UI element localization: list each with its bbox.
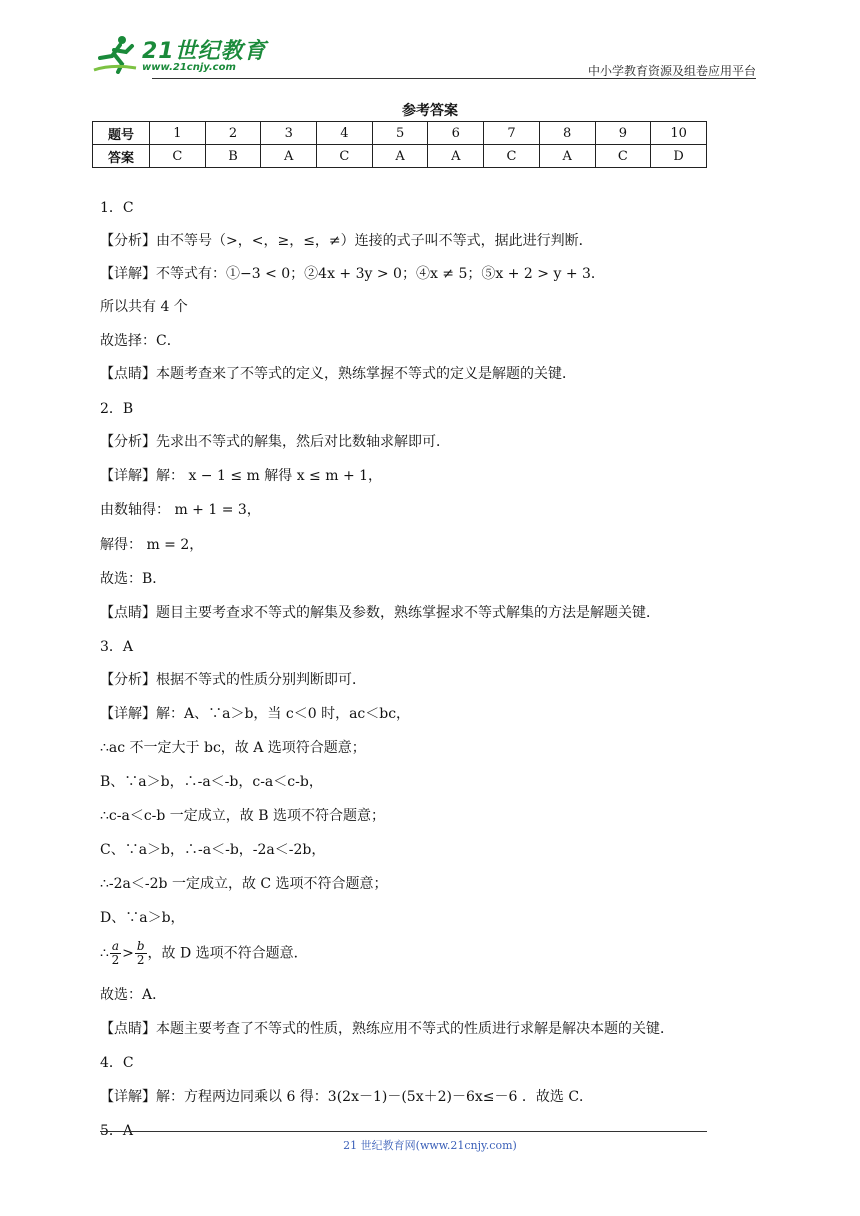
fraction-b-over-2 [135, 940, 147, 967]
q2-analysis: 【分析】先求出不等式的解集，然后对比数轴求解即可． [100, 434, 450, 450]
footer-divider [100, 1131, 707, 1132]
fraction-denominator: 2 [136, 953, 145, 967]
footer-text: 21 世纪教育网(www.21cnjy.com) [343, 1139, 517, 1152]
answer-title: 参考答案 [402, 103, 458, 119]
logo-text: 21世纪教育 [142, 39, 267, 64]
logo [92, 30, 272, 78]
answer-cell: C [484, 145, 540, 168]
fraction-a-over-2 [110, 940, 121, 967]
q1-count: 所以共有 4 个 [100, 299, 188, 315]
answer-cell: C [150, 145, 206, 168]
q5-heading: 5．A [100, 1123, 134, 1139]
question-number: 8 [539, 122, 595, 145]
question-number: 1 [150, 122, 206, 145]
header-platform-text: 中小学教育资源及组卷应用平台 [587, 64, 756, 78]
q3-comment: 【点睛】本题主要考查了不等式的性质，熟练应用不等式的性质进行求解是解决本题的关键． [100, 1021, 674, 1037]
page-header [92, 30, 756, 80]
logo-url: www.21cnjy.com [142, 62, 236, 73]
answer-cell: A [539, 145, 595, 168]
relation-symbol: > [122, 945, 134, 962]
fraction-denominator: 2 [111, 953, 120, 967]
q3-detail-b: B、∵a＞b，∴-a＜-b，c-a＜c-b， [100, 774, 323, 790]
q1-analysis: 【分析】由不等号（>，<，≥，≤，≠）连接的式子叫不等式，据此进行判断． [100, 233, 593, 249]
question-number: 4 [317, 122, 373, 145]
q3-conclusion-b: ∴c-a＜c-b 一定成立，故 B 选项不符合题意； [100, 808, 385, 824]
q4-heading: 4．C [100, 1055, 134, 1071]
question-number: 9 [595, 122, 651, 145]
q3-detail-d: D、∵a＞b， [100, 910, 185, 926]
q2-detail: 【详解】解： x − 1 ≤ m 解得 x ≤ m + 1， [100, 468, 383, 484]
answer-cell: D [651, 145, 707, 168]
question-number: 10 [651, 122, 707, 145]
question-number: 2 [205, 122, 261, 145]
q1-heading: 1．C [100, 200, 134, 216]
q1-detail: 【详解】不等式有：①−3 < 0；②4x + 3y > 0；④x ≠ 5；⑤x + 2 > y + 3． [100, 266, 605, 282]
q3-conclusion-d [100, 940, 308, 967]
header-divider [152, 78, 756, 79]
q3-conclusion-c: ∴-2a＜-2b 一定成立，故 C 选项不符合题意； [100, 876, 388, 892]
answer-cell: C [317, 145, 373, 168]
q3-detail-a: 【详解】解：A、∵a＞b，当 c＜0 时，ac＜bc， [100, 706, 411, 722]
conclusion-text: ，故 D 选项不符合题意． [147, 945, 308, 962]
runner-logo-icon [92, 34, 140, 74]
answer-table [92, 121, 707, 168]
answer-cell: B [205, 145, 261, 168]
q2-choice: 故选：B． [100, 571, 167, 587]
q3-choice: 故选：A． [100, 987, 167, 1003]
table-row [93, 122, 707, 145]
therefore-symbol: ∴ [100, 945, 109, 962]
answer-cell: A [261, 145, 317, 168]
q2-comment: 【点睛】题目主要考查求不等式的解集及参数，熟练掌握求不等式解集的方法是解题关键． [100, 605, 660, 621]
q1-choice: 故选择：C． [100, 333, 181, 349]
q3-analysis: 【分析】根据不等式的性质分别判断即可． [100, 672, 366, 688]
question-number: 6 [428, 122, 484, 145]
fraction-numerator: a [111, 939, 120, 953]
question-number: 7 [484, 122, 540, 145]
q1-comment: 【点睛】本题考查来了不等式的定义，熟练掌握不等式的定义是解题的关键． [100, 366, 576, 382]
answer-cell: A [372, 145, 428, 168]
answer-cell: C [595, 145, 651, 168]
q2-heading: 2．B [100, 401, 134, 417]
q3-conclusion-a: ∴ac 不一定大于 bc，故 A 选项符合题意； [100, 740, 366, 756]
table-row [93, 145, 707, 168]
answer-cell: A [428, 145, 484, 168]
fraction-numerator: b [136, 939, 145, 953]
q2-numberline: 由数轴得： m + 1 = 3， [100, 502, 261, 518]
question-number: 3 [261, 122, 317, 145]
q3-heading: 3．A [100, 639, 134, 655]
q4-detail: 【详解】解：方程两边同乘以 6 得：3(2x－1)－(5x＋2)－6x≤－6 ．故选 C． [100, 1089, 594, 1105]
row-header-question: 题号 [93, 122, 150, 145]
q3-detail-c: C、∵a＞b，∴-a＜-b，-2a＜-2b， [100, 842, 326, 858]
question-number: 5 [372, 122, 428, 145]
row-header-answer: 答案 [93, 145, 150, 168]
q2-solve: 解得： m = 2， [100, 537, 204, 553]
